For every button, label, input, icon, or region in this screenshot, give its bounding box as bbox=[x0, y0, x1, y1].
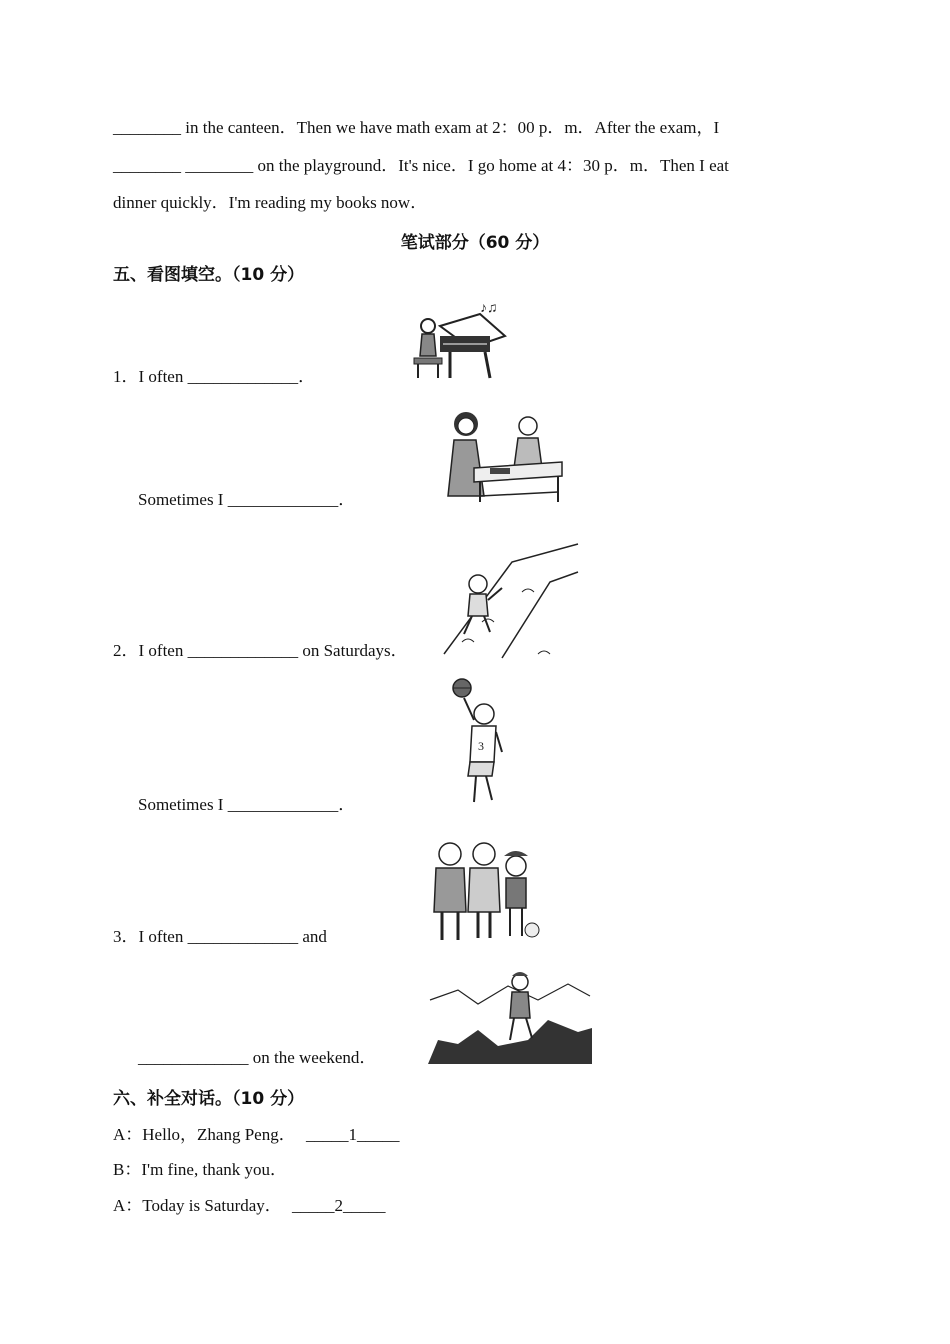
dialog-blank-1: _____1_____ bbox=[305, 1125, 400, 1144]
q2-line-b: Sometimes I _____________． bbox=[138, 795, 356, 814]
q3-line-a: 3．I often _____________ and bbox=[113, 927, 327, 946]
q1-line-a: 1．I often _____________． bbox=[113, 367, 316, 386]
hiking-illustration bbox=[428, 970, 592, 1066]
family-illustration bbox=[428, 838, 542, 944]
section-5-title: 五、看图填空。（10 分） bbox=[113, 265, 305, 285]
svg-text:3: 3 bbox=[478, 739, 484, 753]
passage-line-3: dinner quickly．I'm reading my books now． bbox=[113, 193, 428, 212]
passage-line-2: ________ ________ on the playground．It's nice．I go home at 4：30 p．m．Then I eat bbox=[113, 156, 729, 175]
cooking-illustration bbox=[444, 406, 568, 504]
piano-illustration bbox=[410, 296, 515, 384]
q1-line-b: Sometimes I _____________． bbox=[138, 490, 356, 509]
q2-line-a: 2．I often _____________ on Saturdays． bbox=[113, 641, 408, 660]
basketball-illustration bbox=[448, 676, 510, 814]
section-6-title: 六、补全对话。（10 分） bbox=[113, 1089, 305, 1109]
written-part-title: 笔试部分（60 分） bbox=[400, 233, 550, 253]
climbing-illustration bbox=[442, 542, 580, 660]
dialog-blank-2: _____2_____ bbox=[292, 1196, 386, 1215]
q3-line-b: _____________ on the weekend． bbox=[138, 1048, 377, 1067]
dialog-b1: B：I'm fine, thank you． bbox=[113, 1160, 287, 1179]
dialog-a2 bbox=[113, 1195, 386, 1217]
dialog-a1 bbox=[113, 1124, 399, 1146]
passage-line-1: ________ in the canteen．Then we have math exam at 2：00 p．m．After the exam，I bbox=[113, 118, 720, 137]
dialog-a1-text: A：Hello，Zhang Peng． bbox=[113, 1125, 296, 1144]
svg-text:♪♫: ♪♫ bbox=[480, 301, 498, 316]
dialog-a2-text: A：Today is Saturday． bbox=[113, 1196, 282, 1215]
